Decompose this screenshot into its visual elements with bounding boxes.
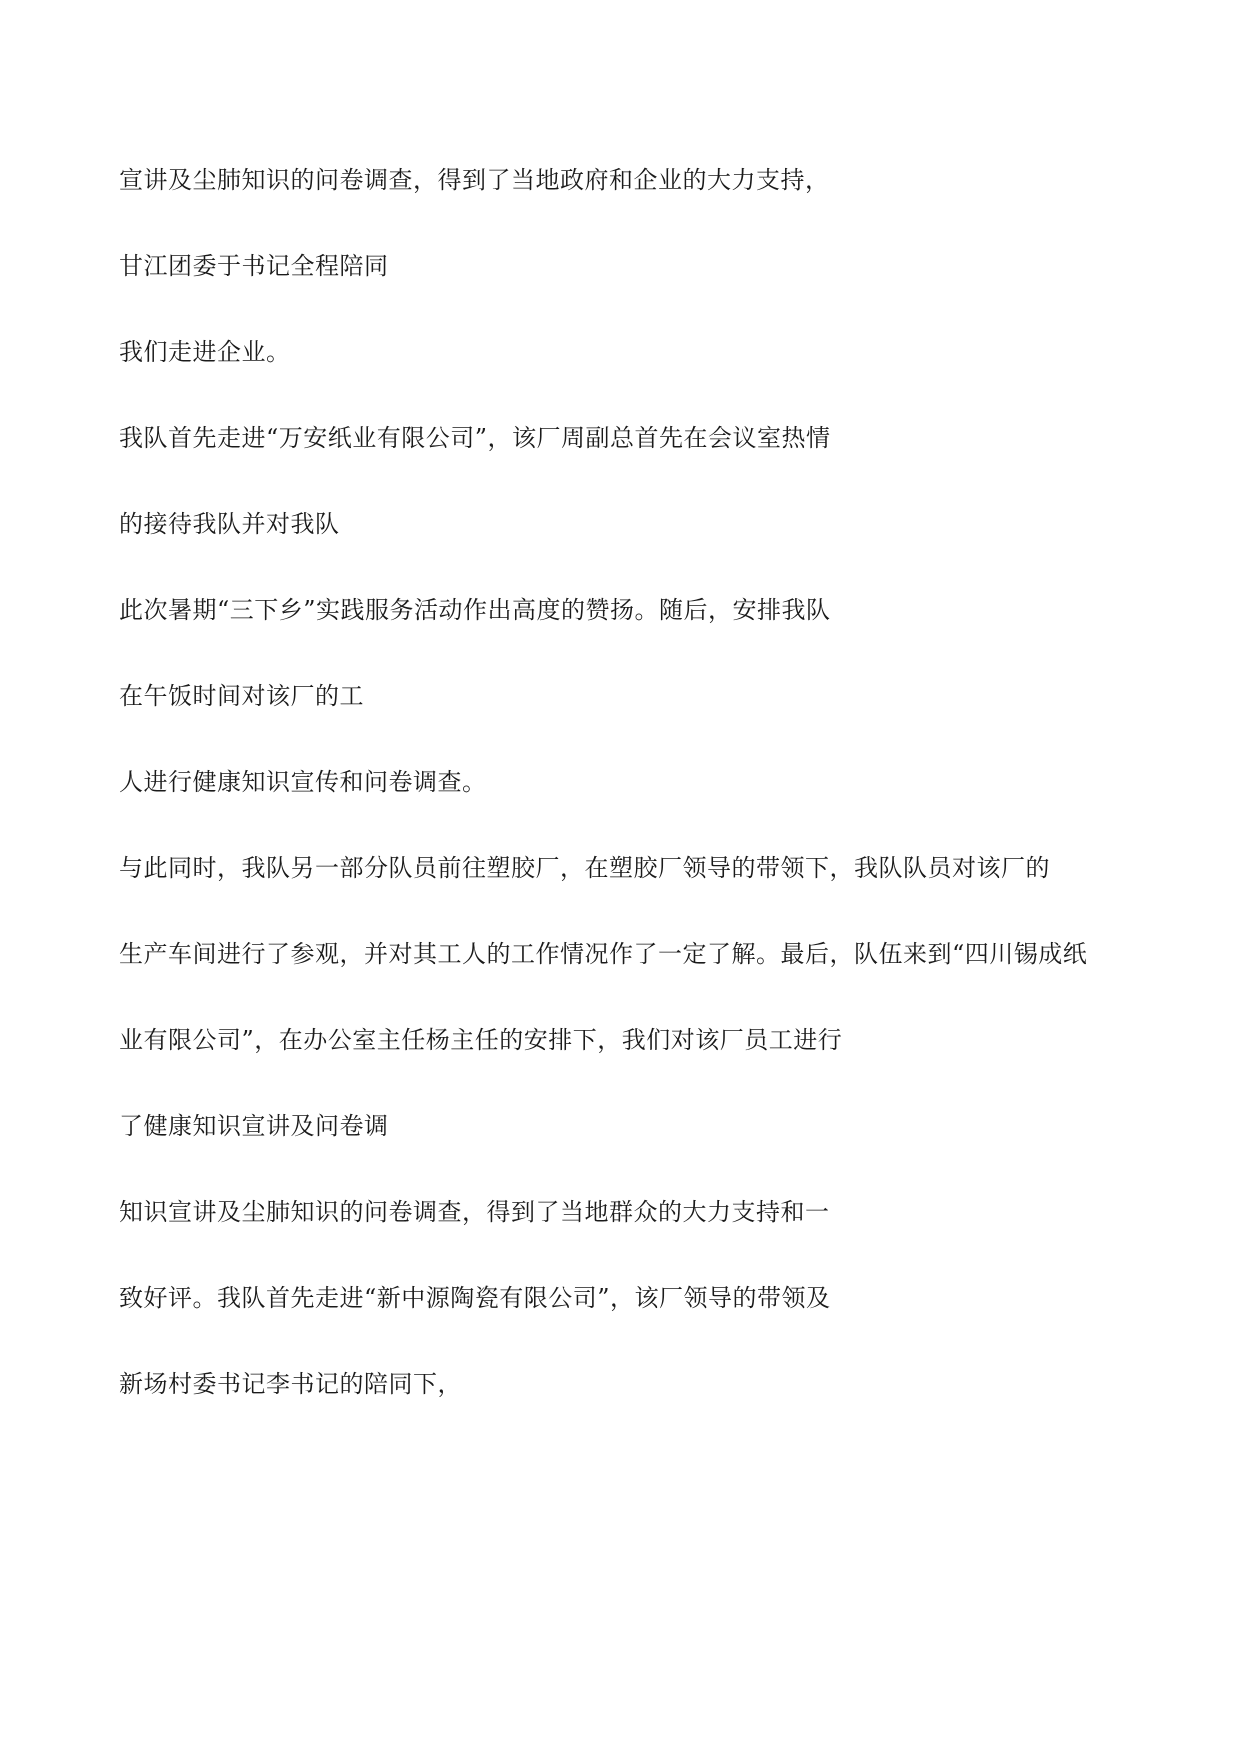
text-line: 我队首先走进“万安纸业有限公司”，该厂周副总首先在会议室热情 [119, 424, 831, 452]
text-line: 业有限公司”，在办公室主任杨主任的安排下，我们对该厂员工进行 [119, 1026, 843, 1054]
text-line: 甘江团委于书记全程陪同 [119, 252, 389, 280]
body-text [119, 165, 1199, 1455]
text-line: 致好评。我队首先走进“新中源陶瓷有限公司”，该厂领导的带领及 [119, 1284, 831, 1312]
text-line: 了健康知识宣讲及问卷调 [119, 1112, 389, 1140]
text-line: 与此同时，我队另一部分队员前往塑胶厂，在塑胶厂领导的带领下，我队队员对该厂的 [119, 854, 1050, 882]
text-line: 宣讲及尘肺知识的问卷调查，得到了当地政府和企业的大力支持， [119, 166, 830, 194]
text-line: 我们走进企业。 [119, 338, 291, 366]
text-line: 人进行健康知识宣传和问卷调查。 [119, 768, 487, 796]
text-line: 的接待我队并对我队 [119, 510, 340, 538]
text-line: 新场村委书记李书记的陪同下， [119, 1370, 462, 1398]
text-line: 此次暑期“三下乡”实践服务活动作出高度的赞扬。随后，安排我队 [119, 596, 831, 624]
text-line: 在午饭时间对该厂的工 [119, 682, 364, 710]
text-line: 知识宣讲及尘肺知识的问卷调查，得到了当地群众的大力支持和一 [119, 1198, 830, 1226]
text-line: 生产车间进行了参观，并对其工人的工作情况作了一定了解。最后，队伍来到“四川锡成纸 [119, 940, 1088, 968]
